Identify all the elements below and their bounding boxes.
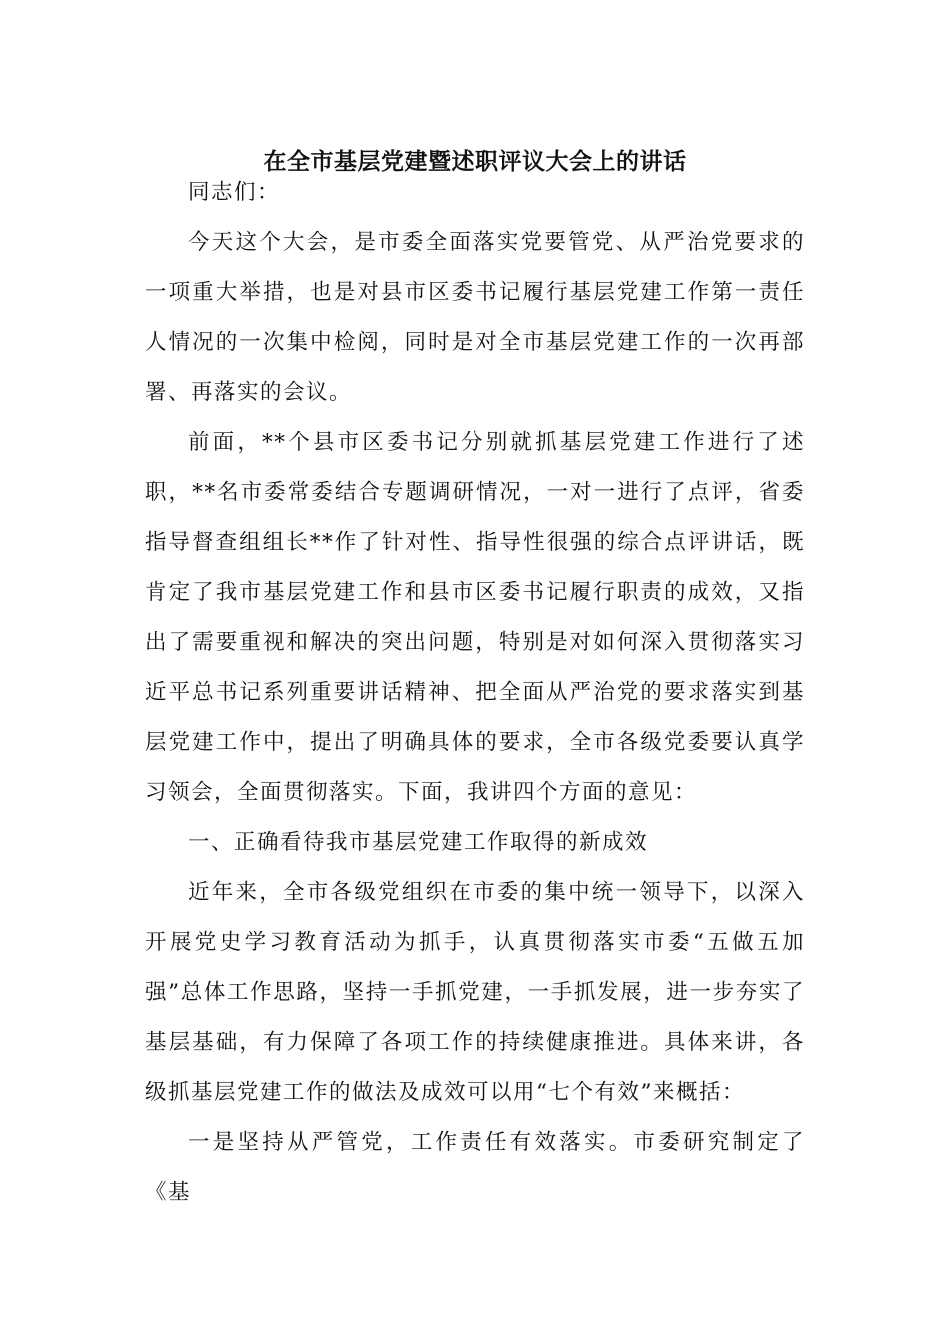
paragraph-review: 前面，**个县市区委书记分别就抓基层党建工作进行了述职，**名市委常委结合专题调研情况，一对一进行了点评，省委指导督查组组长**作了针对性、指导性很强的综合点评讲话，既肯定了我市基层党建工作和县市区委书记履行职责的成效，又指出了需要重视和解决的突出问题，特别是对如何深入贯彻落实习近平总书记系列重要讲话精神、把全面从严治党的要求落实到基层党建工作中，提出了明确具体的要求，全市各级党委要认真学习领会，全面贯彻落实。下面，我讲四个方面的意见： [145,430,805,805]
document-title: 在全市基层党建暨述职评议大会上的讲话 [263,148,687,175]
paragraph-intro: 今天这个大会，是市委全面落实党要管党、从严治党要求的一项重大举措，也是对县市区委书记履行基层党建工作第一责任人情况的一次集中检阅，同时是对全市基层党建工作的一次再部署、再落实的会议。 [145,230,805,405]
section-heading-1: 一、正确看待我市基层党建工作取得的新成效 [188,830,649,855]
salutation: 同志们： [188,180,281,205]
paragraph-point-1: 一是坚持从严管党，工作责任有效落实。市委研究制定了《基 [145,1130,805,1205]
paragraph-achievements: 近年来，全市各级党组织在市委的集中统一领导下，以深入开展党史学习教育活动为抓手，认真贯彻落实市委“五做五加强”总体工作思路，坚持一手抓党建，一手抓发展，进一步夯实了基层基础，有力保障了各项工作的持续健康推进。具体来讲，各级抓基层党建工作的做法及成效可以用“七个有效”来概括： [145,880,805,1105]
document-body [145,168,805,1218]
